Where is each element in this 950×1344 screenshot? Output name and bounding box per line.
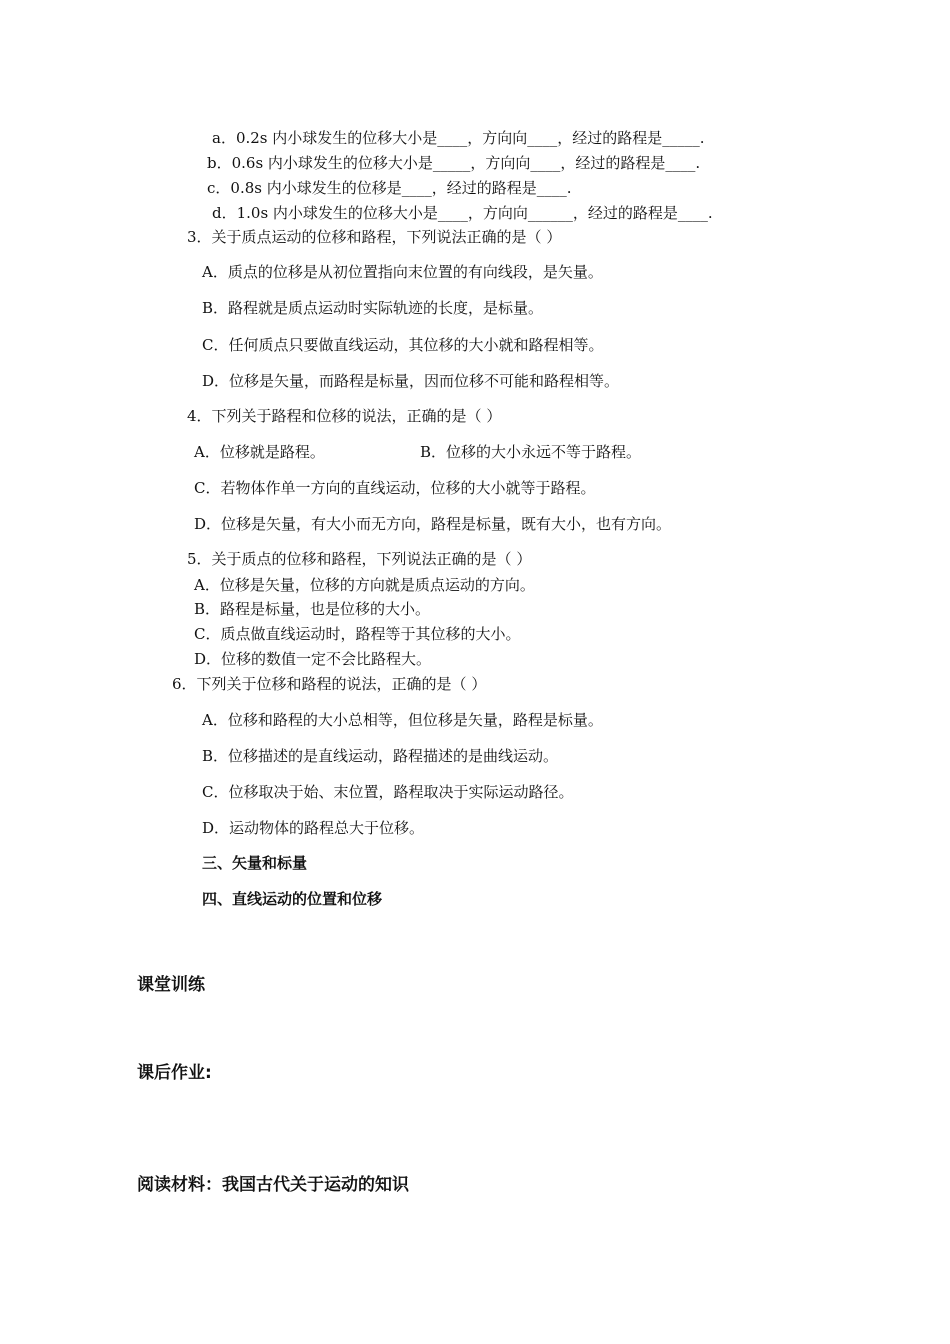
q4-stem: 4．下列关于路程和位移的说法，正确的是（ ） — [187, 407, 502, 425]
q4-option-a: A．位移就是路程。 — [194, 443, 325, 461]
q2-subitem-a: a．0.2s 内小球发生的位移大小是____，方向向____，经过的路程是_____. — [212, 129, 705, 147]
section-heading-vectors-scalars: 三、矢量和标量 — [202, 854, 308, 872]
q2-subitem-c: c．0.8s 内小球发生的位移是____，经过的路程是____. — [207, 179, 572, 197]
q3-option-d: D．位移是矢量，而路程是标量，因而位移不可能和路程相等。 — [202, 372, 620, 390]
q6-option-c: C．位移取决于始、末位置，路程取决于实际运动路径。 — [202, 783, 574, 801]
q6-option-d: D．运动物体的路程总大于位移。 — [202, 819, 425, 837]
q4-option-b: B．位移的大小永远不等于路程。 — [420, 443, 642, 461]
q5-option-b: B．路程是标量，也是位移的大小。 — [194, 600, 431, 618]
reading-material-heading: 阅读材料：我国古代关于运动的知识 — [137, 1175, 409, 1195]
q4-option-d: D．位移是矢量，有大小而无方向，路程是标量，既有大小，也有方向。 — [194, 515, 672, 533]
q5-option-c: C．质点做直线运动时，路程等于其位移的大小。 — [194, 625, 521, 643]
q2-subitem-b: b．0.6s 内小球发生的位移大小是_____，方向向____，经过的路程是____. — [207, 154, 701, 172]
q3-stem: 3．关于质点运动的位移和路程，下列说法正确的是（ ） — [187, 228, 562, 246]
q3-option-a: A．质点的位移是从初位置指向末位置的有向线段，是矢量。 — [202, 263, 603, 281]
q3-option-c: C．任何质点只要做直线运动，其位移的大小就和路程相等。 — [202, 336, 604, 354]
q5-option-a: A．位移是矢量，位移的方向就是质点运动的方向。 — [194, 576, 535, 594]
q6-stem: 6．下列关于位移和路程的说法，正确的是（ ） — [172, 675, 487, 693]
q5-stem: 5．关于质点的位移和路程，下列说法正确的是（ ） — [187, 550, 532, 568]
q6-option-a: A．位移和路程的大小总相等，但位移是矢量，路程是标量。 — [202, 711, 603, 729]
q5-option-d: D．位移的数值一定不会比路程大。 — [194, 650, 432, 668]
q2-subitem-d: d．1.0s 内小球发生的位移大小是____，方向向______，经过的路程是____. — [212, 204, 713, 222]
q4-option-c: C．若物体作单一方向的直线运动，位移的大小就等于路程。 — [194, 479, 596, 497]
homework-heading: 课后作业: — [137, 1063, 212, 1083]
section-heading-linear-motion: 四、直线运动的位置和位移 — [202, 890, 383, 908]
q6-option-b: B．位移描述的是直线运动，路程描述的是曲线运动。 — [202, 747, 559, 765]
classroom-training-heading: 课堂训练 — [137, 975, 205, 995]
q3-option-b: B．路程就是质点运动时实际轨迹的长度，是标量。 — [202, 299, 544, 317]
